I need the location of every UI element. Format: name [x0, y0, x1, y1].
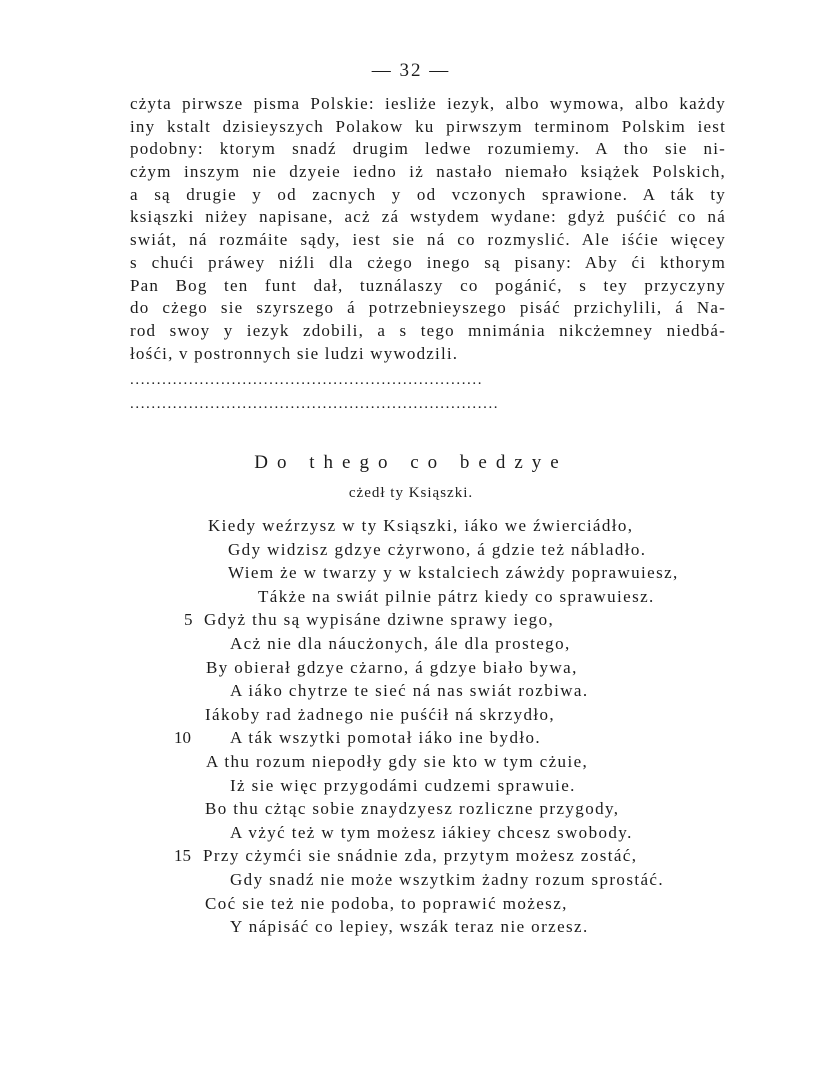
- verse-line: [0, 561, 822, 585]
- line-number: 5: [184, 610, 193, 630]
- verse-text: A vżyć też w tym możesz iákiey chcesz swobody.: [230, 822, 633, 842]
- verse-text: By obierał gdzye cżarno, á gdzye biało bywa,: [206, 657, 578, 677]
- verse-line: [0, 821, 822, 845]
- prose-line: s chući práwey niźli dla cżego inego są pisany: Aby ći kthorym: [130, 252, 726, 272]
- ellipsis-divider: ..................................................................: [130, 372, 484, 388]
- prose-line: podobny: ktorym snadź drugim ledwe rozumiemy. A tho sie ni-: [130, 139, 726, 159]
- verse-text: Kiedy weźrzysz w ty Ksiąszki, iáko we źwierciádło,: [208, 516, 634, 535]
- verse-line: [0, 538, 822, 562]
- verse-line: [0, 585, 822, 609]
- verse-text: Gdy widzisz gdzye cżyrwono, á gdzie też nábladło.: [228, 539, 647, 559]
- verse-text: Tákże na swiát pilnie pátrz kiedy co sprawuiesz.: [258, 586, 655, 606]
- verse-line: [0, 844, 822, 868]
- verse-line: [0, 656, 822, 680]
- line-number: 15: [174, 846, 191, 866]
- poem: [0, 514, 822, 939]
- prose-line: rod swoy y iezyk zdobili, a s tego mnimánia nikcżemney niedbá-: [130, 320, 726, 340]
- verse-text: A ták wszytki pomotał iáko ine bydło.: [230, 728, 542, 748]
- prose-line: Pan Bog ten funt dał, tuználaszy co pogánić, s tey przyczyny: [130, 275, 726, 295]
- prose-line: łośći, v postronnych sie ludzi wywodzili.: [130, 343, 459, 363]
- page-number: — 32 —: [371, 60, 451, 81]
- verse-text: A thu rozum niepodły gdy sie kto w tym cżuie,: [206, 751, 589, 771]
- verse-line: [0, 892, 822, 916]
- ellipsis-divider: .....................................................................: [130, 396, 500, 412]
- verse-line: [0, 797, 822, 821]
- verse-line: [0, 915, 822, 939]
- poem-subtitle: cżedł ty Ksiąszki.: [348, 485, 474, 501]
- prose-line: ksiąszki niżey napisane, acż zá wstydem wydane: gdyż puśćić co ná: [130, 207, 726, 227]
- verse-line: [0, 514, 822, 538]
- verse-line: [0, 774, 822, 798]
- prose-line: iny kstalt dzisieyszych Polakow ku pirwszym terminom Polskim iest: [130, 116, 726, 136]
- verse-text: Gdy snadź nie może wszytkim żadny rozum sprostáć.: [230, 869, 665, 889]
- prose-line: cżyta pirwsze pisma Polskie: iesliże iezyk, albo wymowa, albo każdy: [130, 94, 726, 113]
- verse-line: [0, 868, 822, 892]
- verse-text: Coć sie też nie podoba, to poprawić możesz,: [205, 893, 568, 913]
- verse-text: Y nápisáć co lepiey, wszák teraz nie orzesz.: [230, 917, 589, 937]
- prose-line: swiát, ná rozmáite sądy, iest sie ná co rozmyslić. Ale iśćie więcey: [130, 230, 726, 250]
- verse-text: Acż nie dla náucżonych, ále dla prostego,: [230, 633, 571, 653]
- prose-line: a są drugie y od zacnych y od vczonych sprawione. A ták ty: [130, 184, 726, 204]
- verse-text: Przy cżymći sie snádnie zda, przytym możesz zostáć,: [203, 846, 638, 866]
- verse-line: [0, 703, 822, 727]
- verse-line: [0, 679, 822, 703]
- poem-title: Do thego co bedzye: [254, 452, 568, 473]
- verse-line: [0, 750, 822, 774]
- prose-line: cżym inszym nie dzyeie iedno iż nastało niemało książek Polskich,: [130, 162, 726, 182]
- verse-text: A iáko chytrze te sieć ná nas swiát rozbiwa.: [230, 681, 589, 701]
- verse-text: Wiem że w twarzy y w kstalciech záwżdy poprawuiesz,: [228, 563, 679, 583]
- verse-line: [0, 632, 822, 656]
- verse-text: Gdyż thu są wypisáne dziwne sprawy iego,: [204, 610, 555, 630]
- verse-text: Bo thu cżtąc sobie znaydzyesz rozliczne przygody,: [205, 799, 620, 819]
- verse-text: Iákoby rad żadnego nie puśćił ná skrzydło,: [205, 704, 556, 724]
- verse-line: [0, 608, 822, 632]
- verse-line: [0, 726, 822, 750]
- line-number: 10: [174, 728, 191, 748]
- prose-paragraph: [130, 93, 726, 365]
- prose-line: do cżego sie szyrszego á potrzebnieyszego pisáć przichylili, á Na-: [130, 298, 726, 318]
- verse-text: Iż sie więc przygodámi cudzemi sprawuie.: [230, 775, 576, 795]
